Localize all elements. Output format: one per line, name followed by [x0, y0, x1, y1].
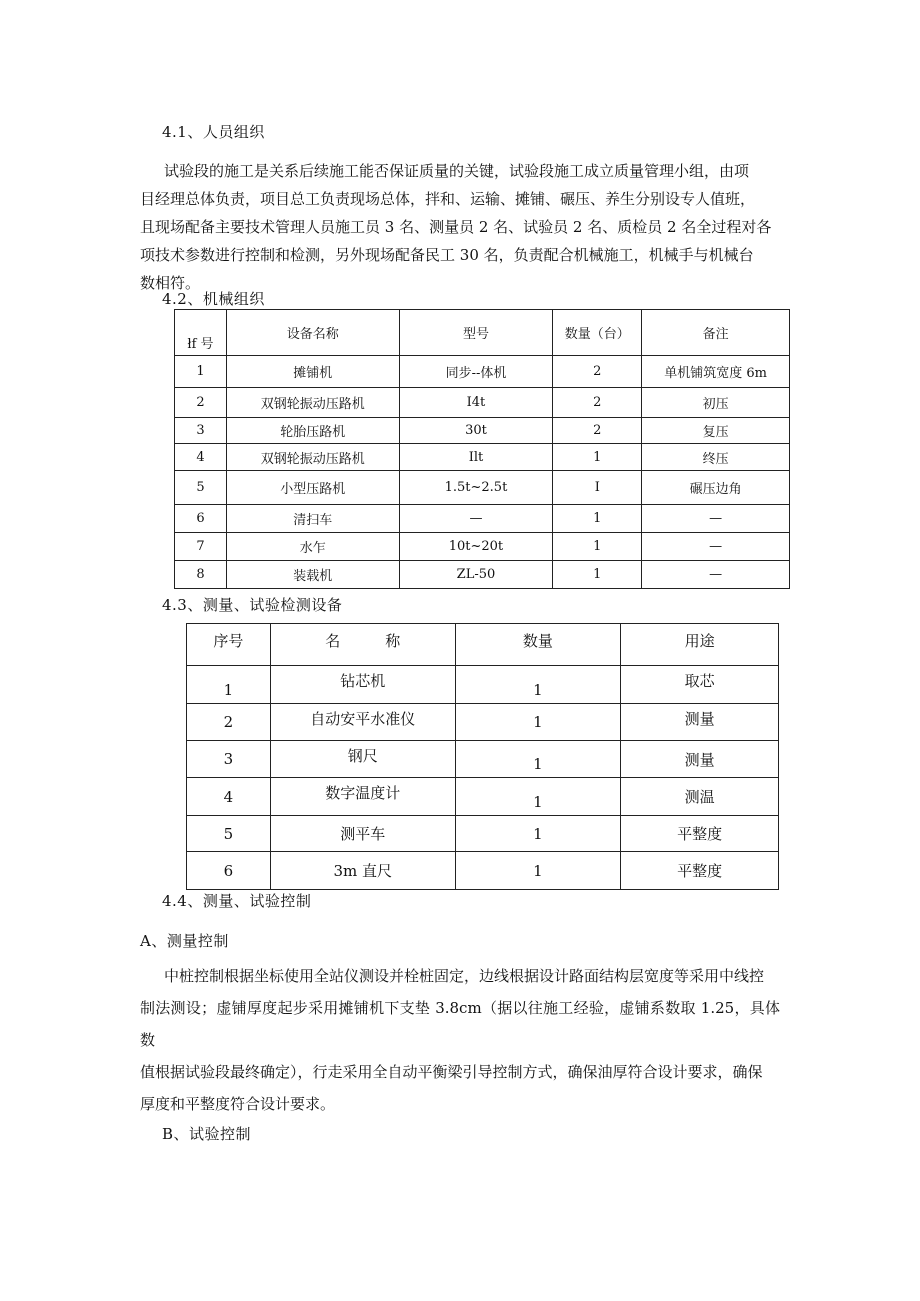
cell-remark: — — [642, 561, 790, 589]
header-cell-remark: 备注 — [642, 310, 790, 356]
header-cell-purpose: 用途 — [621, 624, 779, 666]
cell-purpose: 测量 — [621, 741, 779, 778]
table-row — [175, 388, 790, 418]
section-heading-4-1: 4.1、人员组织 — [162, 123, 265, 141]
cell-quantity: 1 — [553, 561, 642, 589]
cell-remark: — — [642, 505, 790, 533]
table-row — [175, 471, 790, 505]
cell-index: 5 — [175, 471, 227, 505]
table-row — [187, 741, 779, 778]
cell-name: 装载机 — [226, 561, 399, 589]
cell-name: 双钢轮振动压路机 — [226, 444, 399, 471]
paragraph-line: 厚度和平整度符合设计要求。 — [140, 1095, 336, 1113]
cell-index: 6 — [175, 505, 227, 533]
table-row — [175, 561, 790, 589]
machinery-table — [174, 309, 790, 589]
table-header-row — [175, 310, 790, 356]
cell-purpose: 平整度 — [621, 816, 779, 852]
cell-name: 摊铺机 — [226, 356, 399, 388]
cell-name: 数字温度计 — [270, 778, 455, 816]
paragraph-line: 项技术参数进行控制和检测，另外现场配备民工 30 名，负责配合机械施工，机械手与机械台 — [140, 246, 754, 264]
paragraph-line: 制法测设；虚铺厚度起步采用摊铺机下支垫 3.8cm（据以往施工经验，虚铺系数取 1.25，具体数 — [140, 999, 780, 1049]
cell-index: 6 — [187, 852, 271, 890]
cell-model: Ilt — [399, 444, 553, 471]
cell-quantity: 2 — [553, 356, 642, 388]
cell-name: 小型压路机 — [226, 471, 399, 505]
cell-quantity: 1 — [553, 505, 642, 533]
cell-model: 同步--体机 — [399, 356, 553, 388]
cell-name: 清扫车 — [226, 505, 399, 533]
section-heading-4-4: 4.4、测量、试验控制 — [162, 892, 312, 910]
paragraph-line: 目经理总体负责，项目总工负责现场总体，拌和、运输、摊铺、碾压、养生分别设专人值班， — [140, 190, 756, 208]
section-heading-4-2: 4.2、机械组织 — [162, 290, 265, 308]
cell-index: 3 — [175, 418, 227, 444]
cell-index: 1 — [175, 356, 227, 388]
table-row — [175, 533, 790, 561]
cell-index: 2 — [187, 704, 271, 741]
cell-quantity: 1 — [553, 533, 642, 561]
table-row — [187, 852, 779, 890]
cell-purpose: 测温 — [621, 778, 779, 816]
cell-name: 轮胎压路机 — [226, 418, 399, 444]
cell-index: 8 — [175, 561, 227, 589]
test-equipment-table — [186, 623, 779, 890]
cell-model: 10t~20t — [399, 533, 553, 561]
header-cell-quantity: 数量 — [455, 624, 621, 666]
cell-name: 测平车 — [270, 816, 455, 852]
cell-name: 自动安平水准仪 — [270, 704, 455, 741]
cell-remark: 碾压边角 — [642, 471, 790, 505]
cell-quantity: 1 — [455, 666, 621, 704]
cell-remark: 初压 — [642, 388, 790, 418]
table-row — [175, 356, 790, 388]
cell-model: I4t — [399, 388, 553, 418]
header-cell-name: 设备名称 — [226, 310, 399, 356]
cell-name: 3m 直尺 — [270, 852, 455, 890]
paragraph-line: 且现场配备主要技术管理人员施工员 3 名、测量员 2 名、试验员 2 名、质检员 2 名全过程对各 — [140, 218, 772, 236]
cell-index: 5 — [187, 816, 271, 852]
cell-model: 1.5t~2.5t — [399, 471, 553, 505]
cell-remark: 单机铺筑宽度 6m — [642, 356, 790, 388]
cell-quantity: 1 — [455, 741, 621, 778]
cell-index: 1 — [187, 666, 271, 704]
cell-model: — — [399, 505, 553, 533]
paragraph-line: 数相符。 — [140, 274, 201, 292]
table-row — [187, 816, 779, 852]
cell-quantity: 1 — [455, 852, 621, 890]
cell-remark: 复压 — [642, 418, 790, 444]
paragraph-line: 试验段的施工是关系后续施工能否保证质量的关键，试验段施工成立质量管理小组，由项 — [164, 162, 750, 180]
cell-quantity: 1 — [455, 816, 621, 852]
cell-index: 2 — [175, 388, 227, 418]
cell-quantity: 2 — [553, 418, 642, 444]
header-cell-model: 型号 — [399, 310, 553, 356]
table-header-row — [187, 624, 779, 666]
table-row — [175, 505, 790, 533]
paragraph-line: 中桩控制根据坐标使用全站仪测设并栓桩固定，边线根据设计路面结构层宽度等采用中线控 — [164, 967, 765, 985]
cell-remark: — — [642, 533, 790, 561]
cell-quantity: 1 — [455, 778, 621, 816]
cell-remark: 终压 — [642, 444, 790, 471]
table-row — [175, 444, 790, 471]
cell-model: ZL-50 — [399, 561, 553, 589]
cell-purpose: 测量 — [621, 704, 779, 741]
subheading-test-control: B、试验控制 — [162, 1125, 252, 1143]
cell-quantity: I — [553, 471, 642, 505]
table-row — [187, 778, 779, 816]
header-cell-quantity: 数量（台） — [553, 310, 642, 356]
header-cell-name: 名 称 — [270, 624, 455, 666]
cell-index: 4 — [175, 444, 227, 471]
cell-name: 钻芯机 — [270, 666, 455, 704]
cell-purpose: 取芯 — [621, 666, 779, 704]
cell-name: 钢尺 — [270, 741, 455, 778]
cell-quantity: 1 — [455, 704, 621, 741]
personnel-paragraph — [140, 157, 780, 297]
survey-control-paragraph — [140, 960, 780, 1120]
table-row — [187, 666, 779, 704]
cell-index: 4 — [187, 778, 271, 816]
cell-purpose: 平整度 — [621, 852, 779, 890]
header-cell-index: łf 号 — [175, 310, 227, 356]
cell-model: 30t — [399, 418, 553, 444]
cell-index: 7 — [175, 533, 227, 561]
cell-quantity: 1 — [553, 444, 642, 471]
paragraph-line: 值根据试验段最终确定），行走采用全自动平衡梁引导控制方式，确保油厚符合设计要求，确保 — [140, 1063, 763, 1081]
cell-index: 3 — [187, 741, 271, 778]
cell-name: 双钢轮振动压路机 — [226, 388, 399, 418]
table-row — [187, 704, 779, 741]
subheading-survey-control: A、测量控制 — [140, 932, 229, 950]
cell-quantity: 2 — [553, 388, 642, 418]
section-heading-4-3: 4.3、测量、试验检测设备 — [162, 596, 343, 614]
cell-name: 水乍 — [226, 533, 399, 561]
table-row — [175, 418, 790, 444]
header-cell-index: 序号 — [187, 624, 271, 666]
